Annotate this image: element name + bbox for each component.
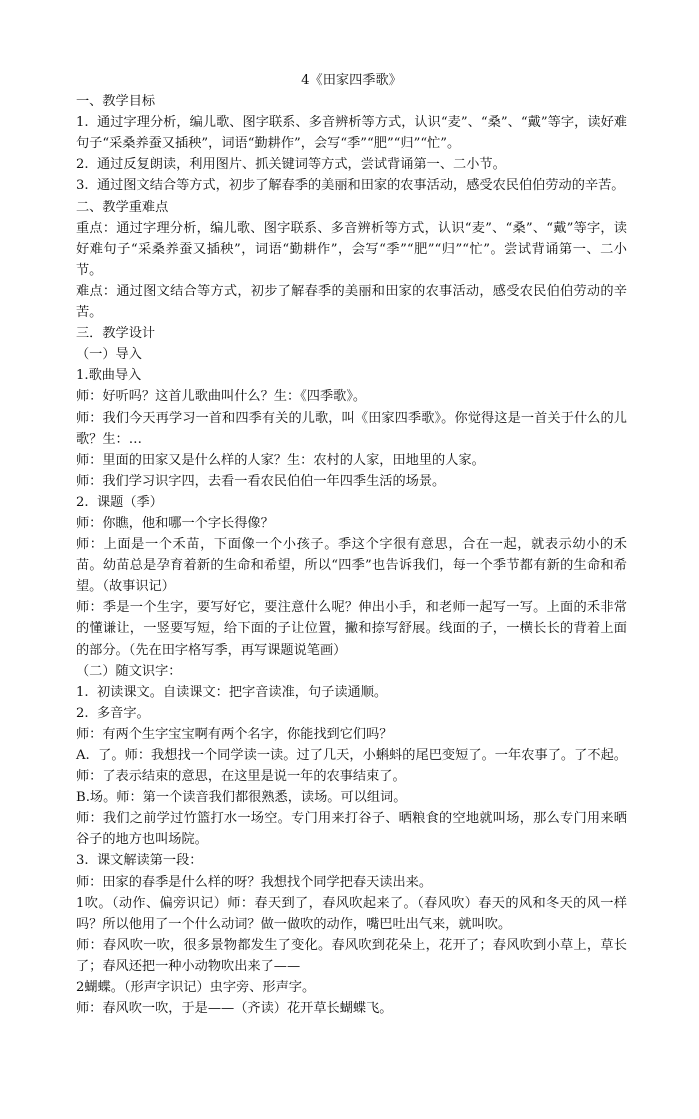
paragraph: 2. 多音字。 — [76, 705, 150, 721]
paragraph: 师：我们之前学过竹篮打水一场空。专门用来打谷子、晒粮食的空地就叫场，那么专门用来晒谷子的地方也叫场院。 — [76, 811, 627, 848]
goal-2: 2. 通过反复朗读，利用图片、抓关键词等方式，尝试背诵第一、二小节。 — [76, 157, 506, 173]
paragraph: 2. 课题（季） — [76, 494, 163, 510]
paragraph: A. 了。师：我想找一个同学读一读。过了几天，小蝌蚪的尾巴变短了。一年农事了。了不起。师：了表示结束的意思，在这里是说一年的农事结束了。 — [76, 748, 627, 785]
paragraph: 1.歌曲导入 — [76, 368, 142, 384]
paragraph: 师：我们学习识字四，去看一看农民伯伯一年四季生活的场景。 — [76, 473, 446, 489]
paragraph: 1. 初读课文。自读课文：把字音读准，句子读通顺。 — [76, 684, 388, 700]
paragraph: 师：春风吹一吹，于是——（齐读）花开草长蝴蝶飞。 — [76, 1001, 393, 1017]
difficult-point: 难点：通过图文结合等方式，初步了解春季的美丽和田家的农事活动，感受农民伯伯劳动的辛苦。 — [76, 283, 627, 321]
section-heading-design: 三．教学设计 — [76, 326, 156, 342]
goal-1: 1. 通过字理分析，编儿歌、图字联系、多音辨析等方式，认识“麦”、“桑”、“戴”等字，读好难句子“采桑养蚕又插秧”，词语“勤耕作”，会写“季”“肥”“归”“忙”。 — [76, 115, 627, 152]
subheading-intro: （一）导入 — [76, 347, 142, 363]
paragraph: 2蝴蝶。（形声字识记）虫字旁、形声字。 — [76, 980, 316, 996]
paragraph: 师：里面的田家又是什么样的人家？生：农村的人家，田地里的人家。 — [76, 452, 485, 468]
lesson-body — [76, 91, 627, 1019]
section-heading-goals: 一、教学目标 — [76, 94, 156, 110]
section-heading-key-points: 二、教学重难点 — [76, 199, 169, 215]
paragraph: 师：我们今天再学习一首和四季有关的儿歌，叫《田家四季歌》。你觉得这是一首关于什么的儿歌？生：… — [76, 410, 627, 447]
paragraph: 师：季是一个生字，要写好它，要注意什么呢？伸出小手，和老师一起写一写。上面的禾非常的懂谦让，一竖要写短，给下面的子让位置，撇和捺写舒展。线面的子，一横长长的背着上面的部分。（先在田字格写季，再写课题说笔画） — [76, 600, 627, 658]
paragraph: 1吹。（动作、偏旁识记）师：春天到了，春风吹起来了。（春风吹）春天的风和冬天的风一样吗？所以他用了一个什么动词？做一做吹的动作，嘴巴吐出气来，就叫吹。 — [76, 895, 627, 932]
paragraph: 师：上面是一个禾苗，下面像一个小孩子。季这个字很有意思，合在一起，就表示幼小的禾苗。幼苗总是孕育着新的生命和希望，所以“四季”也告诉我们，每一个季节都有新的生命和希望。（故事识记） — [76, 537, 627, 595]
paragraph: 师：田家的春季是什么样的呀？我想找个同学把春天读出来。 — [76, 874, 433, 890]
lesson-title: 4《田家四季歌》 — [301, 73, 402, 88]
paragraph: 师：春风吹一吹，很多景物都发生了变化。春风吹到花朵上，花开了；春风吹到小草上，草长了；春风还把一种小动物吹出来了—— — [76, 937, 627, 974]
paragraph: 师：好听吗？这首儿歌曲叫什么？生：《四季歌》。 — [76, 389, 367, 405]
paragraph: B.场。师：第一个读音我们都很熟悉，读场。可以组词。 — [76, 790, 407, 806]
subheading-literacy: （二）随文识字： — [76, 663, 182, 679]
key-point: 重点：通过字理分析，编儿歌、图字联系、多音辨析等方式，认识“麦”、“桑”、“戴”等字，读好难句子“采桑养蚕又插秧”，词语“勤耕作”，会写“季”“肥”“归”“忙”。尝试背诵第一、二小节。 — [76, 220, 627, 278]
paragraph: 3. 课文解读第一段： — [76, 853, 203, 869]
goal-3: 3. 通过图文结合等方式，初步了解春季的美丽和田家的农事活动，感受农民伯伯劳动的辛苦。 — [76, 178, 625, 194]
paragraph: 师：你瞧，他和哪一个字长得像？ — [76, 515, 274, 531]
paragraph: 师：有两个生字宝宝啊有两个名字，你能找到它们吗？ — [76, 726, 393, 742]
